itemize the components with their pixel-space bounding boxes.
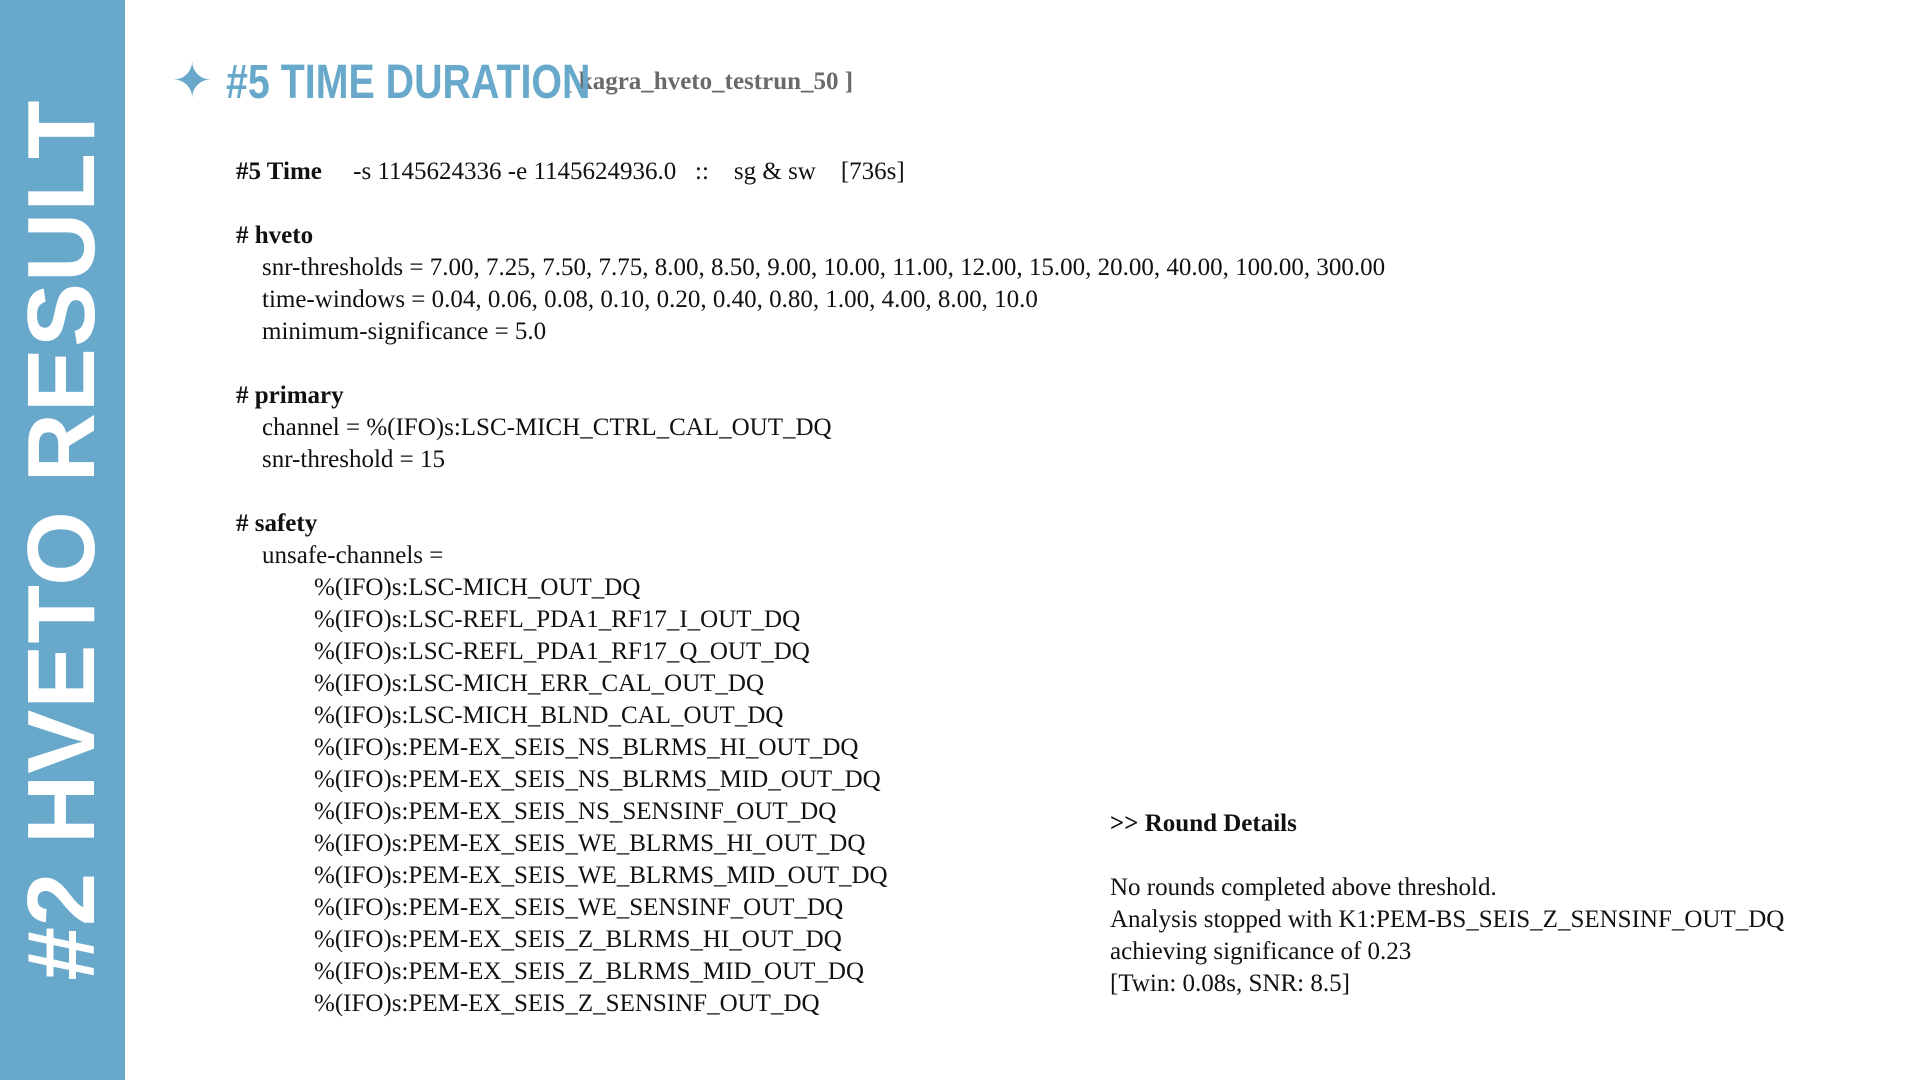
unsafe-channel: %(IFO)s:LSC-MICH_BLND_CAL_OUT_DQ xyxy=(314,702,784,729)
primary-heading: # primary xyxy=(236,382,344,409)
unsafe-channel: %(IFO)s:PEM-EX_SEIS_NS_SENSINF_OUT_DQ xyxy=(314,798,837,825)
unsafe-channel: %(IFO)s:LSC-REFL_PDA1_RF17_I_OUT_DQ xyxy=(314,606,801,633)
time-label: #5 Time xyxy=(236,158,322,185)
round-details-line: Analysis stopped with K1:PEM-BS_SEIS_Z_SENSINF_OUT_DQ xyxy=(1110,906,1785,933)
unsafe-channel: %(IFO)s:PEM-EX_SEIS_Z_BLRMS_HI_OUT_DQ xyxy=(314,926,842,953)
unsafe-channel: %(IFO)s:LSC-MICH_ERR_CAL_OUT_DQ xyxy=(314,670,764,697)
minimum-significance-line: minimum-significance = 5.0 xyxy=(262,318,547,345)
unsafe-channels-label: unsafe-channels = xyxy=(262,542,444,569)
run-tag: [ kagra_hveto_testrun_50 ] xyxy=(564,68,854,95)
primary-snr-line: snr-threshold = 15 xyxy=(262,446,446,473)
page-title: #5 TIME DURATION xyxy=(226,55,591,109)
time-args: -s 1145624336 -e 1145624936.0 :: sg & sw [736s] xyxy=(353,158,905,185)
slide-header xyxy=(172,52,853,112)
unsafe-channel: %(IFO)s:PEM-EX_SEIS_WE_SENSINF_OUT_DQ xyxy=(314,894,844,921)
star-icon: ✦ xyxy=(172,55,213,108)
unsafe-channel: %(IFO)s:LSC-MICH_OUT_DQ xyxy=(314,574,641,601)
unsafe-channel: %(IFO)s:PEM-EX_SEIS_Z_SENSINF_OUT_DQ xyxy=(314,990,820,1017)
round-details-line: [Twin: 0.08s, SNR: 8.5] xyxy=(1110,970,1350,997)
unsafe-channel: %(IFO)s:PEM-EX_SEIS_NS_BLRMS_MID_OUT_DQ xyxy=(314,766,881,793)
unsafe-channel: %(IFO)s:PEM-EX_SEIS_WE_BLRMS_MID_OUT_DQ xyxy=(314,862,888,889)
unsafe-channel: %(IFO)s:LSC-REFL_PDA1_RF17_Q_OUT_DQ xyxy=(314,638,810,665)
safety-heading: # safety xyxy=(236,510,318,537)
sidebar-banner xyxy=(0,0,125,1080)
unsafe-channel: %(IFO)s:PEM-EX_SEIS_NS_BLRMS_HI_OUT_DQ xyxy=(314,734,859,761)
primary-channel-line: channel = %(IFO)s:LSC-MICH_CTRL_CAL_OUT_DQ xyxy=(262,414,832,441)
round-details-line: achieving significance of 0.23 xyxy=(1110,938,1412,965)
round-details xyxy=(1110,808,1784,1000)
time-line xyxy=(236,156,1385,188)
unsafe-channel: %(IFO)s:PEM-EX_SEIS_WE_BLRMS_HI_OUT_DQ xyxy=(314,830,866,857)
round-details-heading: >> Round Details xyxy=(1110,810,1297,837)
section-title-vertical: #2 HVETO RESULT xyxy=(8,99,115,981)
round-details-line: No rounds completed above threshold. xyxy=(1110,874,1497,901)
unsafe-channel: %(IFO)s:PEM-EX_SEIS_Z_BLRMS_MID_OUT_DQ xyxy=(314,958,865,985)
time-windows-line: time-windows = 0.04, 0.06, 0.08, 0.10, 0.20, 0.40, 0.80, 1.00, 4.00, 8.00, 10.0 xyxy=(262,286,1038,313)
hveto-heading: # hveto xyxy=(236,222,314,249)
snr-thresholds-line: snr-thresholds = 7.00, 7.25, 7.50, 7.75, 8.00, 8.50, 9.00, 10.00, 11.00, 12.00, 15.00, 20.00, 40.00, 100.00, 300.00 xyxy=(262,254,1386,281)
